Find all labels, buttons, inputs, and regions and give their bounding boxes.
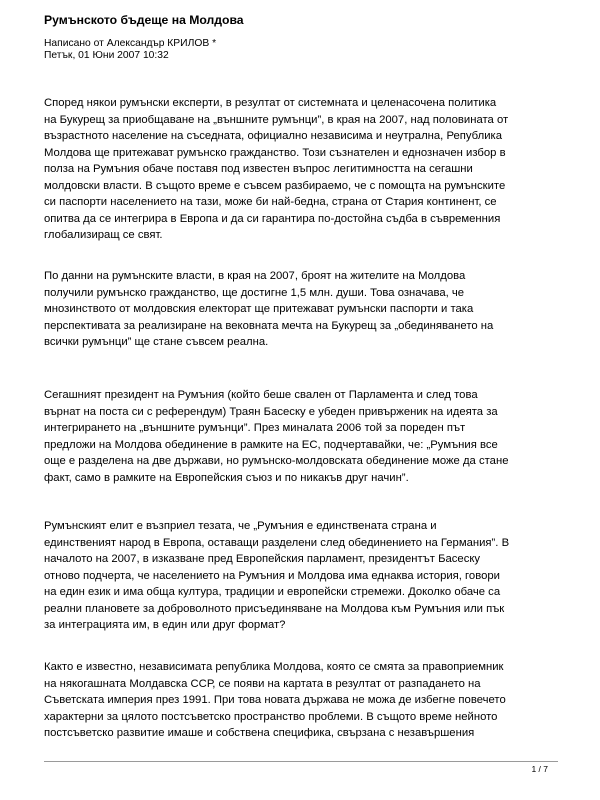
paragraph-3 — [44, 387, 564, 486]
paragraph-line: опитва да се интегрира в Европа и да си гарантира по-достойна съдба в съвременния — [44, 212, 501, 225]
paragraph-line: Както е известно, независимата република Молдова, която се смята за правоприемник — [44, 661, 504, 673]
article-meta — [44, 38, 216, 62]
paragraph-line: глобализиращ се свят. — [44, 229, 163, 241]
paragraph-line: отново подчерта, че населението на Румъния и Молдова има еднаква история, говори — [44, 569, 500, 582]
paragraph-line: факт, само в рамките на Европейския съюз и по никакъв друг начин”. — [44, 471, 409, 484]
paragraph-1 — [44, 95, 564, 244]
paragraph-5 — [44, 659, 564, 742]
paragraph-line: реални плановете за доброволното присъединяване на Молдова към Румъния или пък — [44, 602, 505, 615]
paragraph-line: Сегашният президент на Румъния (който беше свален от Парламента и след това — [44, 389, 478, 401]
paragraph-line: перспективата за реализиране на вековната мечта на Букурещ за „обединяването на — [44, 319, 494, 332]
paragraph-line: Според някои румънски експерти, в резултат от системната и целенасочена политика — [44, 97, 497, 109]
paragraph-line: всички румънци” ще стане съвсем реална. — [44, 336, 269, 348]
article-title: Румънското бъдеще на Молдова — [44, 13, 244, 27]
paragraph-line: характерни за цялото постсъветско пространство проблеми. В същото време нейното — [44, 710, 498, 723]
paragraph-line: още е разделена на две държави, но румънско-молдовската обединение може да стане — [44, 455, 509, 467]
paragraph-line: възрастното население на съседната, официално независима и неутрална, Република — [44, 130, 503, 142]
paragraph-line: на Букурещ за приобщаване на „външните румънци”, в края на 2007, над половината от — [44, 113, 509, 126]
paragraph-line: си паспорти населението на тази, може би най-бедна, страна от Стария континент, се — [44, 196, 497, 208]
author-line: Написано от Александър КРИЛОВ * — [44, 38, 217, 49]
paragraph-line: върнат на поста си с референдум) Траян Басеску е убеден привърженик на идеята за — [44, 405, 498, 418]
paragraph-line: получили румънско гражданство, ще достигне 1,5 млн. души. Това означава, че — [44, 286, 465, 299]
paragraph-line: предложи на Молдова обединение в рамките на ЕС, подчертавайки, че: „Румъния все — [44, 438, 498, 451]
paragraph-2 — [44, 268, 564, 351]
page-indicator: 1 / 7 — [531, 764, 548, 774]
paragraph-line: Молдова ще притежават румънско гражданство. Този съзнателен и еднозначен избор в — [44, 146, 506, 159]
paragraph-line: мнозинството от молдовския електорат ще притежават румънски паспорти и така — [44, 303, 474, 315]
paragraph-line: По данни на румънските власти, в края на 2007, броят на жителите на Молдова — [44, 270, 466, 282]
paragraph-line: полза на Румъния обаче поставя под известен въпрос легитимността на сегашни — [44, 163, 473, 175]
paragraph-line: молдовски власти. В същото време е съвсем разбираемо, че с помощта на румънските — [44, 179, 506, 192]
paragraph-line: Съветската империя през 1991. При това новата държава не можа де избегне повечето — [44, 694, 506, 706]
paragraph-line: на някогашната Молдавска ССР, се появи на картата в резултат от разпадането на — [44, 677, 481, 690]
paragraph-line: на един език и има обща култура, традиции и европейски стремежи. Доколко обаче са — [44, 586, 501, 598]
paragraph-line: Румънският елит е възприел тезата, че „Румъния е единствената страна и — [44, 520, 437, 532]
paragraph-line: интегрирането на „външните румънци”. През миналата 2006 той за пореден път — [44, 422, 466, 434]
date-line: Петък, 01 Юни 2007 10:32 — [44, 50, 169, 61]
paragraph-line: началото на 2007, в изказване пред Европейския парламент, президентът Басеску — [44, 553, 481, 565]
paragraph-line: постсъветско развитие имаше и собствена специфика, свързана с незавършения — [44, 727, 475, 739]
paragraph-line: единственият народ в Европа, оставащи разделени след обединението на Германия”. В — [44, 536, 510, 549]
footer-divider — [44, 761, 558, 762]
paragraph-4 — [44, 518, 564, 634]
paragraph-line: за интеграцията им, в един или друг формат? — [44, 619, 286, 631]
